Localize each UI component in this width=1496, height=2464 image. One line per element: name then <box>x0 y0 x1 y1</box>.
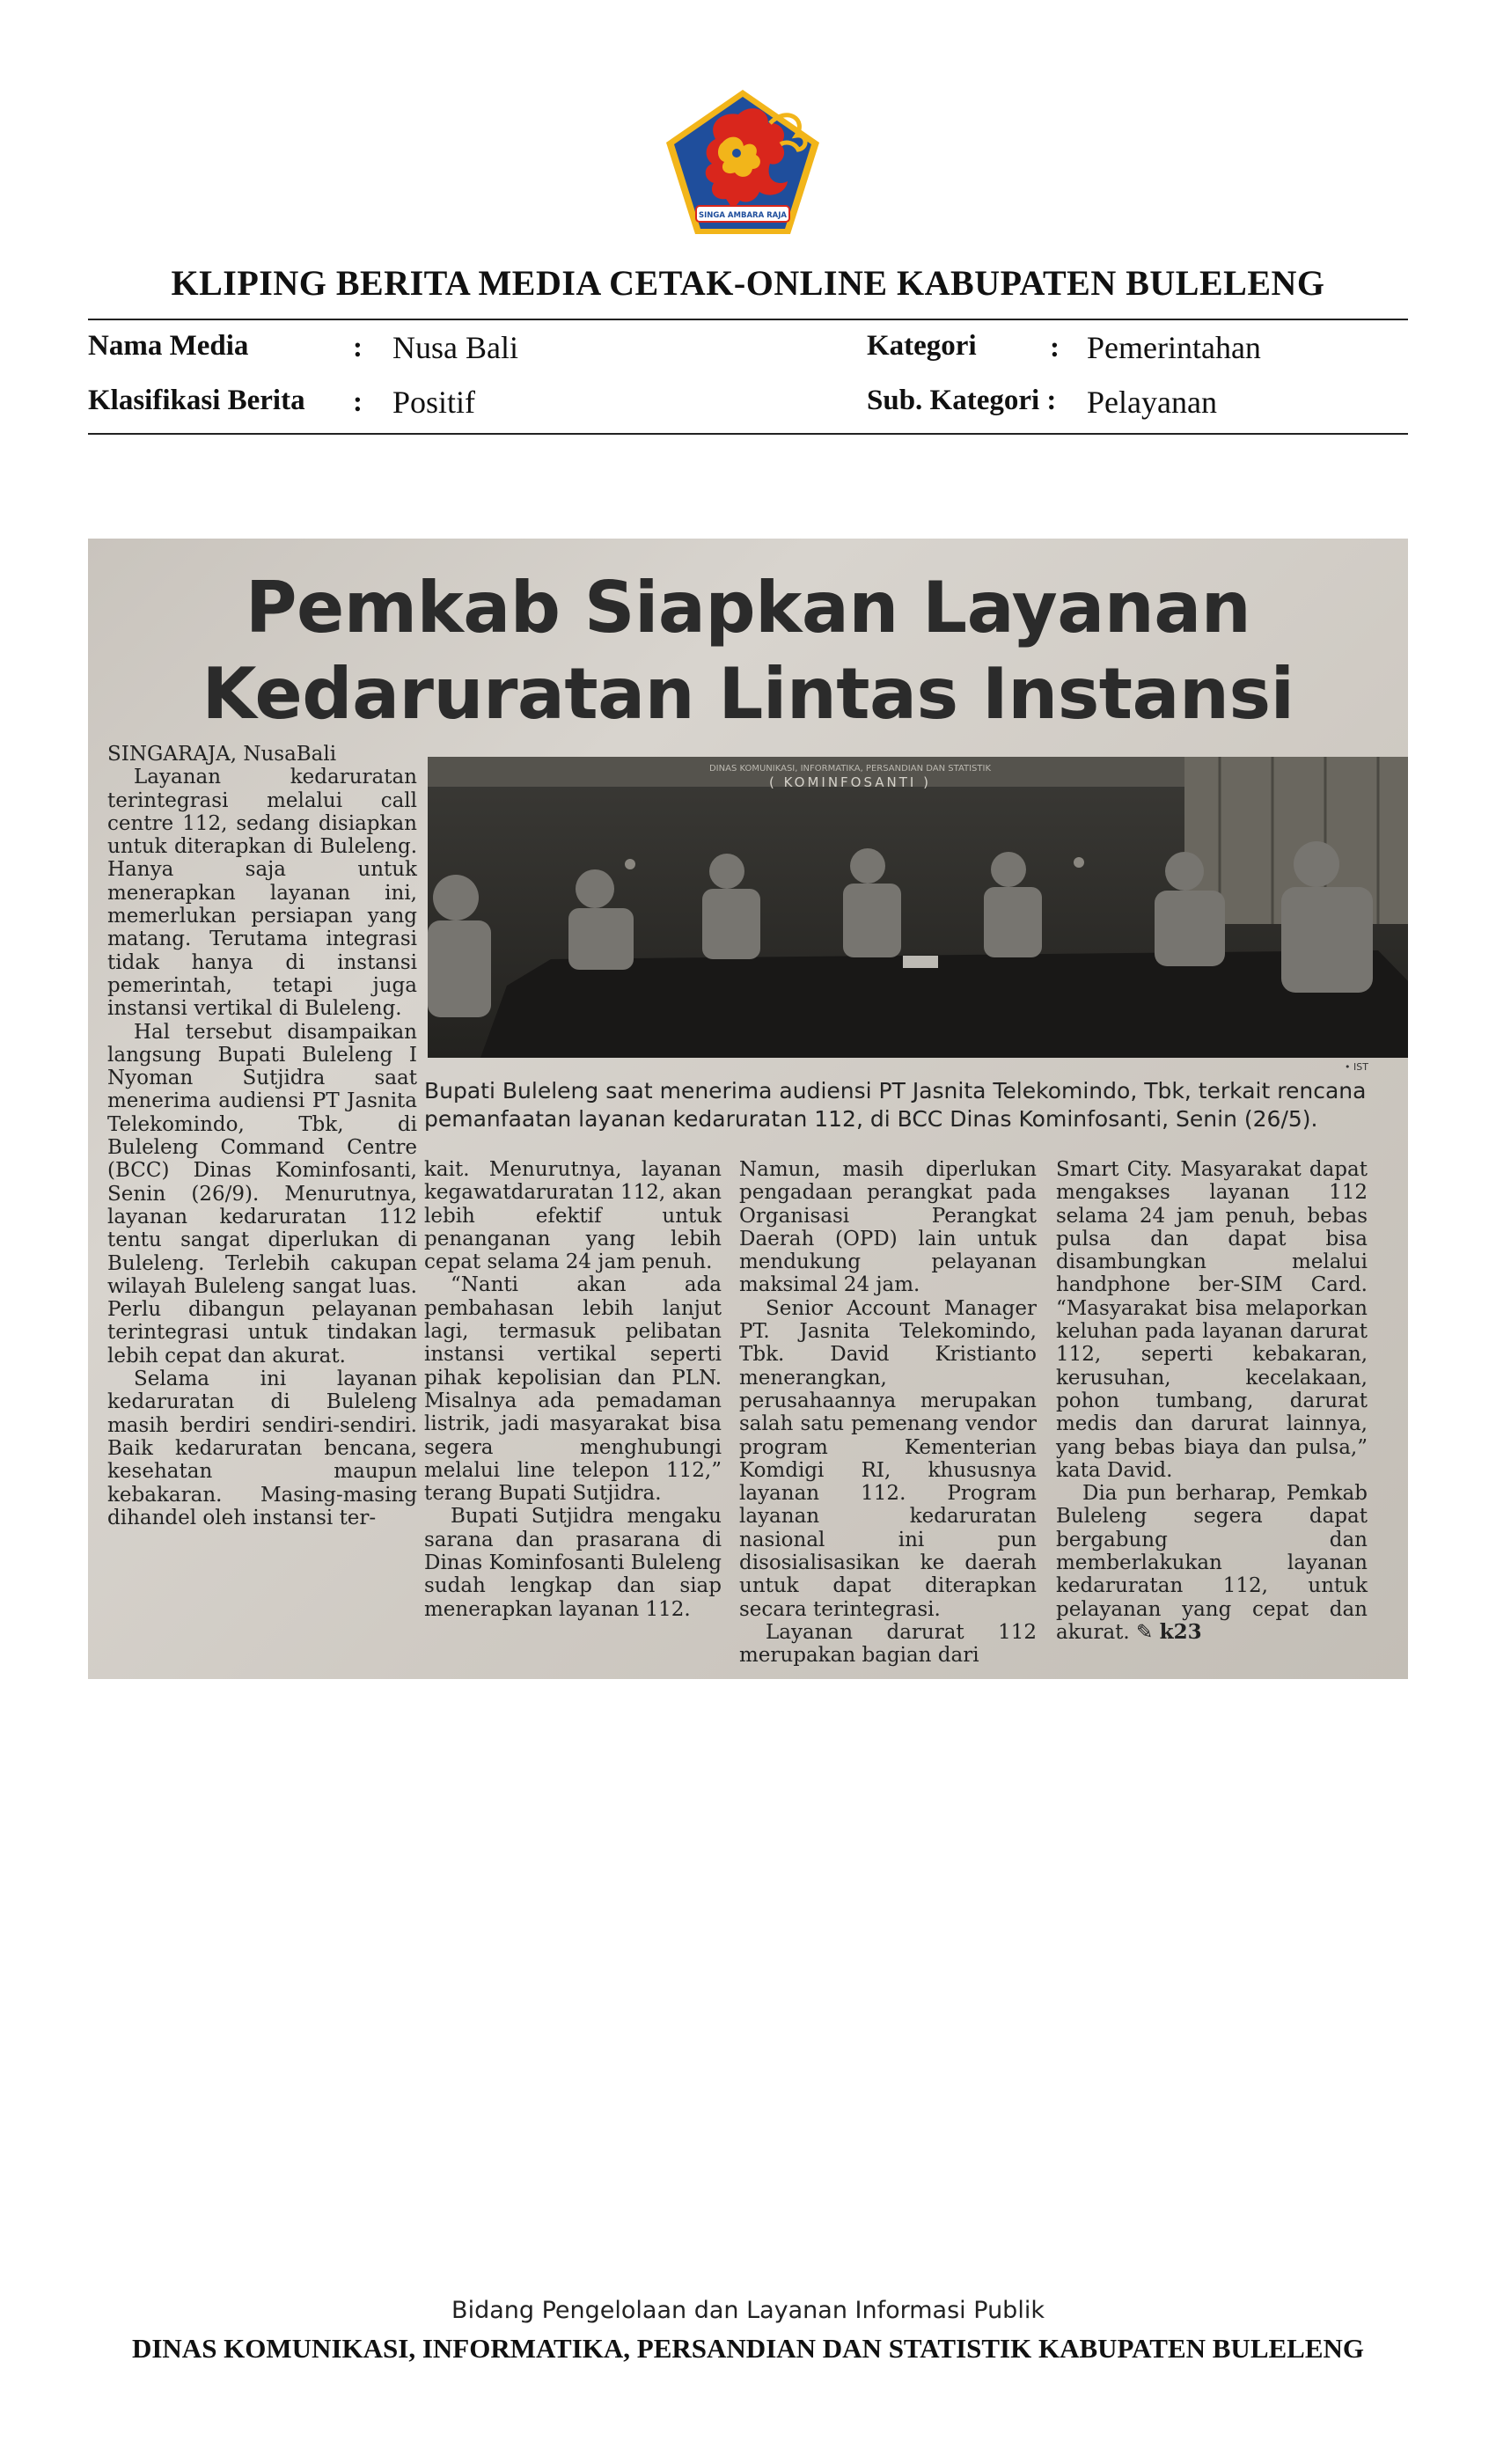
footer-agency: DINAS KOMUNIKASI, INFORMATIKA, PERSANDIAN DAN STATISTIK KABUPATEN BULELENG <box>131 2333 1365 2364</box>
paragraph <box>1056 1482 1368 1644</box>
category-label: Kategori <box>867 330 977 362</box>
paragraph: Selama ini layanan kedaruratan di Buleleng masih berdiri sendiri-sendiri. Baik kedaruratan bencana, kesehatan maupun kebakaran. Masing-masing dihandel oleh instansi ter- <box>107 1368 417 1529</box>
paragraph: Bupati Sutjidra mengaku sarana dan prasarana di Dinas Kominfosanti Buleleng sudah lengkap dan siap menerapkan layanan 112. <box>424 1505 722 1621</box>
article-photo <box>428 757 1408 1058</box>
paragraph: Namun, masih diperlukan pengadaan perangkat pada Organisasi Perangkat Daerah (OPD) lain untuk mendukung pelayanan maksimal 24 jam. <box>739 1158 1037 1297</box>
paragraph: Layanan kedaruratan terintegrasi melalui call centre 112, sedang disiapkan untuk diterapkan di Buleleng. Hanya saja untuk menerapkan layanan ini, memerlukan persiapan yang matang. Terutama integrasi tidak hanya di instansi pemerintah, tetapi juga instansi vertikal di Buleleng. <box>107 766 417 1021</box>
subcategory-value: Pelayanan <box>1087 385 1217 420</box>
header-divider <box>88 319 1408 320</box>
media-colon: : <box>353 332 363 363</box>
paragraph: kait. Menurutnya, layanan kegawatdaruratan 112, akan lebih efektif untuk penanganan yang lebih cepat selama 24 jam penuh. <box>424 1158 722 1274</box>
footer-unit: Bidang Pengelolaan dan Layanan Informasi Publik <box>451 2297 1045 2324</box>
media-label: Nama Media <box>88 330 249 362</box>
media-value: Nusa Bali <box>392 330 518 365</box>
category-value: Pemerintahan <box>1087 330 1261 365</box>
meta-divider <box>88 433 1408 435</box>
paragraph: Smart City. Masyarakat dapat mengakses layanan 112 selama 24 jam penuh, bebas pulsa dan dapat bisa disambungkan melalui handphone ber-SIM Card. “Masyarakat bisa melaporkan keluhan pada layanan darurat 112, seperti kebakaran, kerusuhan, kecelakaan, pohon tumbang, darurat medis dan darurat lainnya, yang bebas biaya dan pulsa,” kata David. <box>1056 1158 1368 1482</box>
article-column-4 <box>1056 1158 1368 1644</box>
newspaper-clipping <box>88 539 1408 1679</box>
meeting-photo-illustration <box>428 757 1408 1058</box>
classification-label: Klasifikasi Berita <box>88 385 305 416</box>
closing-text: Dia pun berharap, Pemkab Buleleng segera dapat bergabung dan memberlakukan layanan kedaruratan 112, untuk pelayanan yang cepat dan akurat. <box>1056 1482 1368 1644</box>
headline-line-2: Kedaruratan Lintas Instansi <box>202 653 1294 735</box>
photo-caption: Bupati Buleleng saat menerima audiensi PT Jasnita Telekomindo, Tbk, terkait rencana pemanfaatan layanan kedaruratan 112, di BCC Dinas Kominfosanti, Senin (26/5). <box>424 1078 1367 1132</box>
photo-credit: • IST <box>1345 1061 1368 1073</box>
article-column-2 <box>424 1158 722 1621</box>
paragraph: Senior Account Manager PT. Jasnita Telekomindo, Tbk. David Kristianto menerangkan, perusahaannya merupakan salah satu pemenang vendor program Kementerian Komdigi RI, khususnya layanan 112. Program layanan kedaruratan nasional ini pun disosialisasikan ke daerah untuk dapat diterapkan secara terintegrasi. <box>739 1296 1037 1621</box>
svg-text:DINAS KOMUNIKASI, INFORMATIKA,: DINAS KOMUNIKASI, INFORMATIKA, PERSANDIAN DAN STATISTIK <box>708 764 992 774</box>
singa-ambara-raja-emblem-icon <box>664 88 821 236</box>
article-headline <box>88 565 1408 737</box>
paragraph: “Nanti akan ada pembahasan lebih lanjut lagi, termasuk pelibatan instansi vertikal seperti pihak kepolisian dan PLN. Misalnya ada pemadaman listrik, jadi masyarakat bisa segera menghubungi melalui line telepon 112,” terang Bupati Sutjidra. <box>424 1273 722 1506</box>
svg-text:SINGA AMBARA RAJA: SINGA AMBARA RAJA <box>699 211 787 220</box>
classification-value: Positif <box>392 385 476 420</box>
pen-icon: ✎ <box>1136 1620 1154 1644</box>
regency-logo <box>664 88 821 236</box>
classification-colon: : <box>353 386 363 418</box>
svg-text:( KOMINFOSANTI ): ( KOMINFOSANTI ) <box>769 774 931 790</box>
subcategory-label: Sub. Kategori : <box>867 385 1057 416</box>
paragraph: Layanan darurat 112 merupakan bagian dari <box>739 1620 1037 1668</box>
document-title: KLIPING BERITA MEDIA CETAK-ONLINE KABUPATEN BULELENG <box>171 263 1325 303</box>
author-signature: k23 <box>1159 1619 1202 1644</box>
article-column-1 <box>107 743 417 1529</box>
dateline: SINGARAJA, NusaBali <box>107 743 337 766</box>
article-column-3 <box>739 1158 1037 1668</box>
headline-line-1: Pemkab Siapkan Layanan <box>245 567 1251 649</box>
paragraph: Hal tersebut disampaikan langsung Bupati Buleleng I Nyoman Sutjidra saat menerima audiensi PT Jasnita Telekomindo, Tbk, di Buleleng Command Centre (BCC) Dinas Kominfosanti, Senin (26/9). Menurutnya, layanan kedaruratan 112 tentu sangat diperlukan di Buleleng. Terlebih cakupan wilayah Buleleng sangat luas. Perlu dibangun pelayanan terintegrasi untuk tindakan lebih cepat dan akurat. <box>107 1020 417 1368</box>
category-colon: : <box>1050 332 1060 363</box>
